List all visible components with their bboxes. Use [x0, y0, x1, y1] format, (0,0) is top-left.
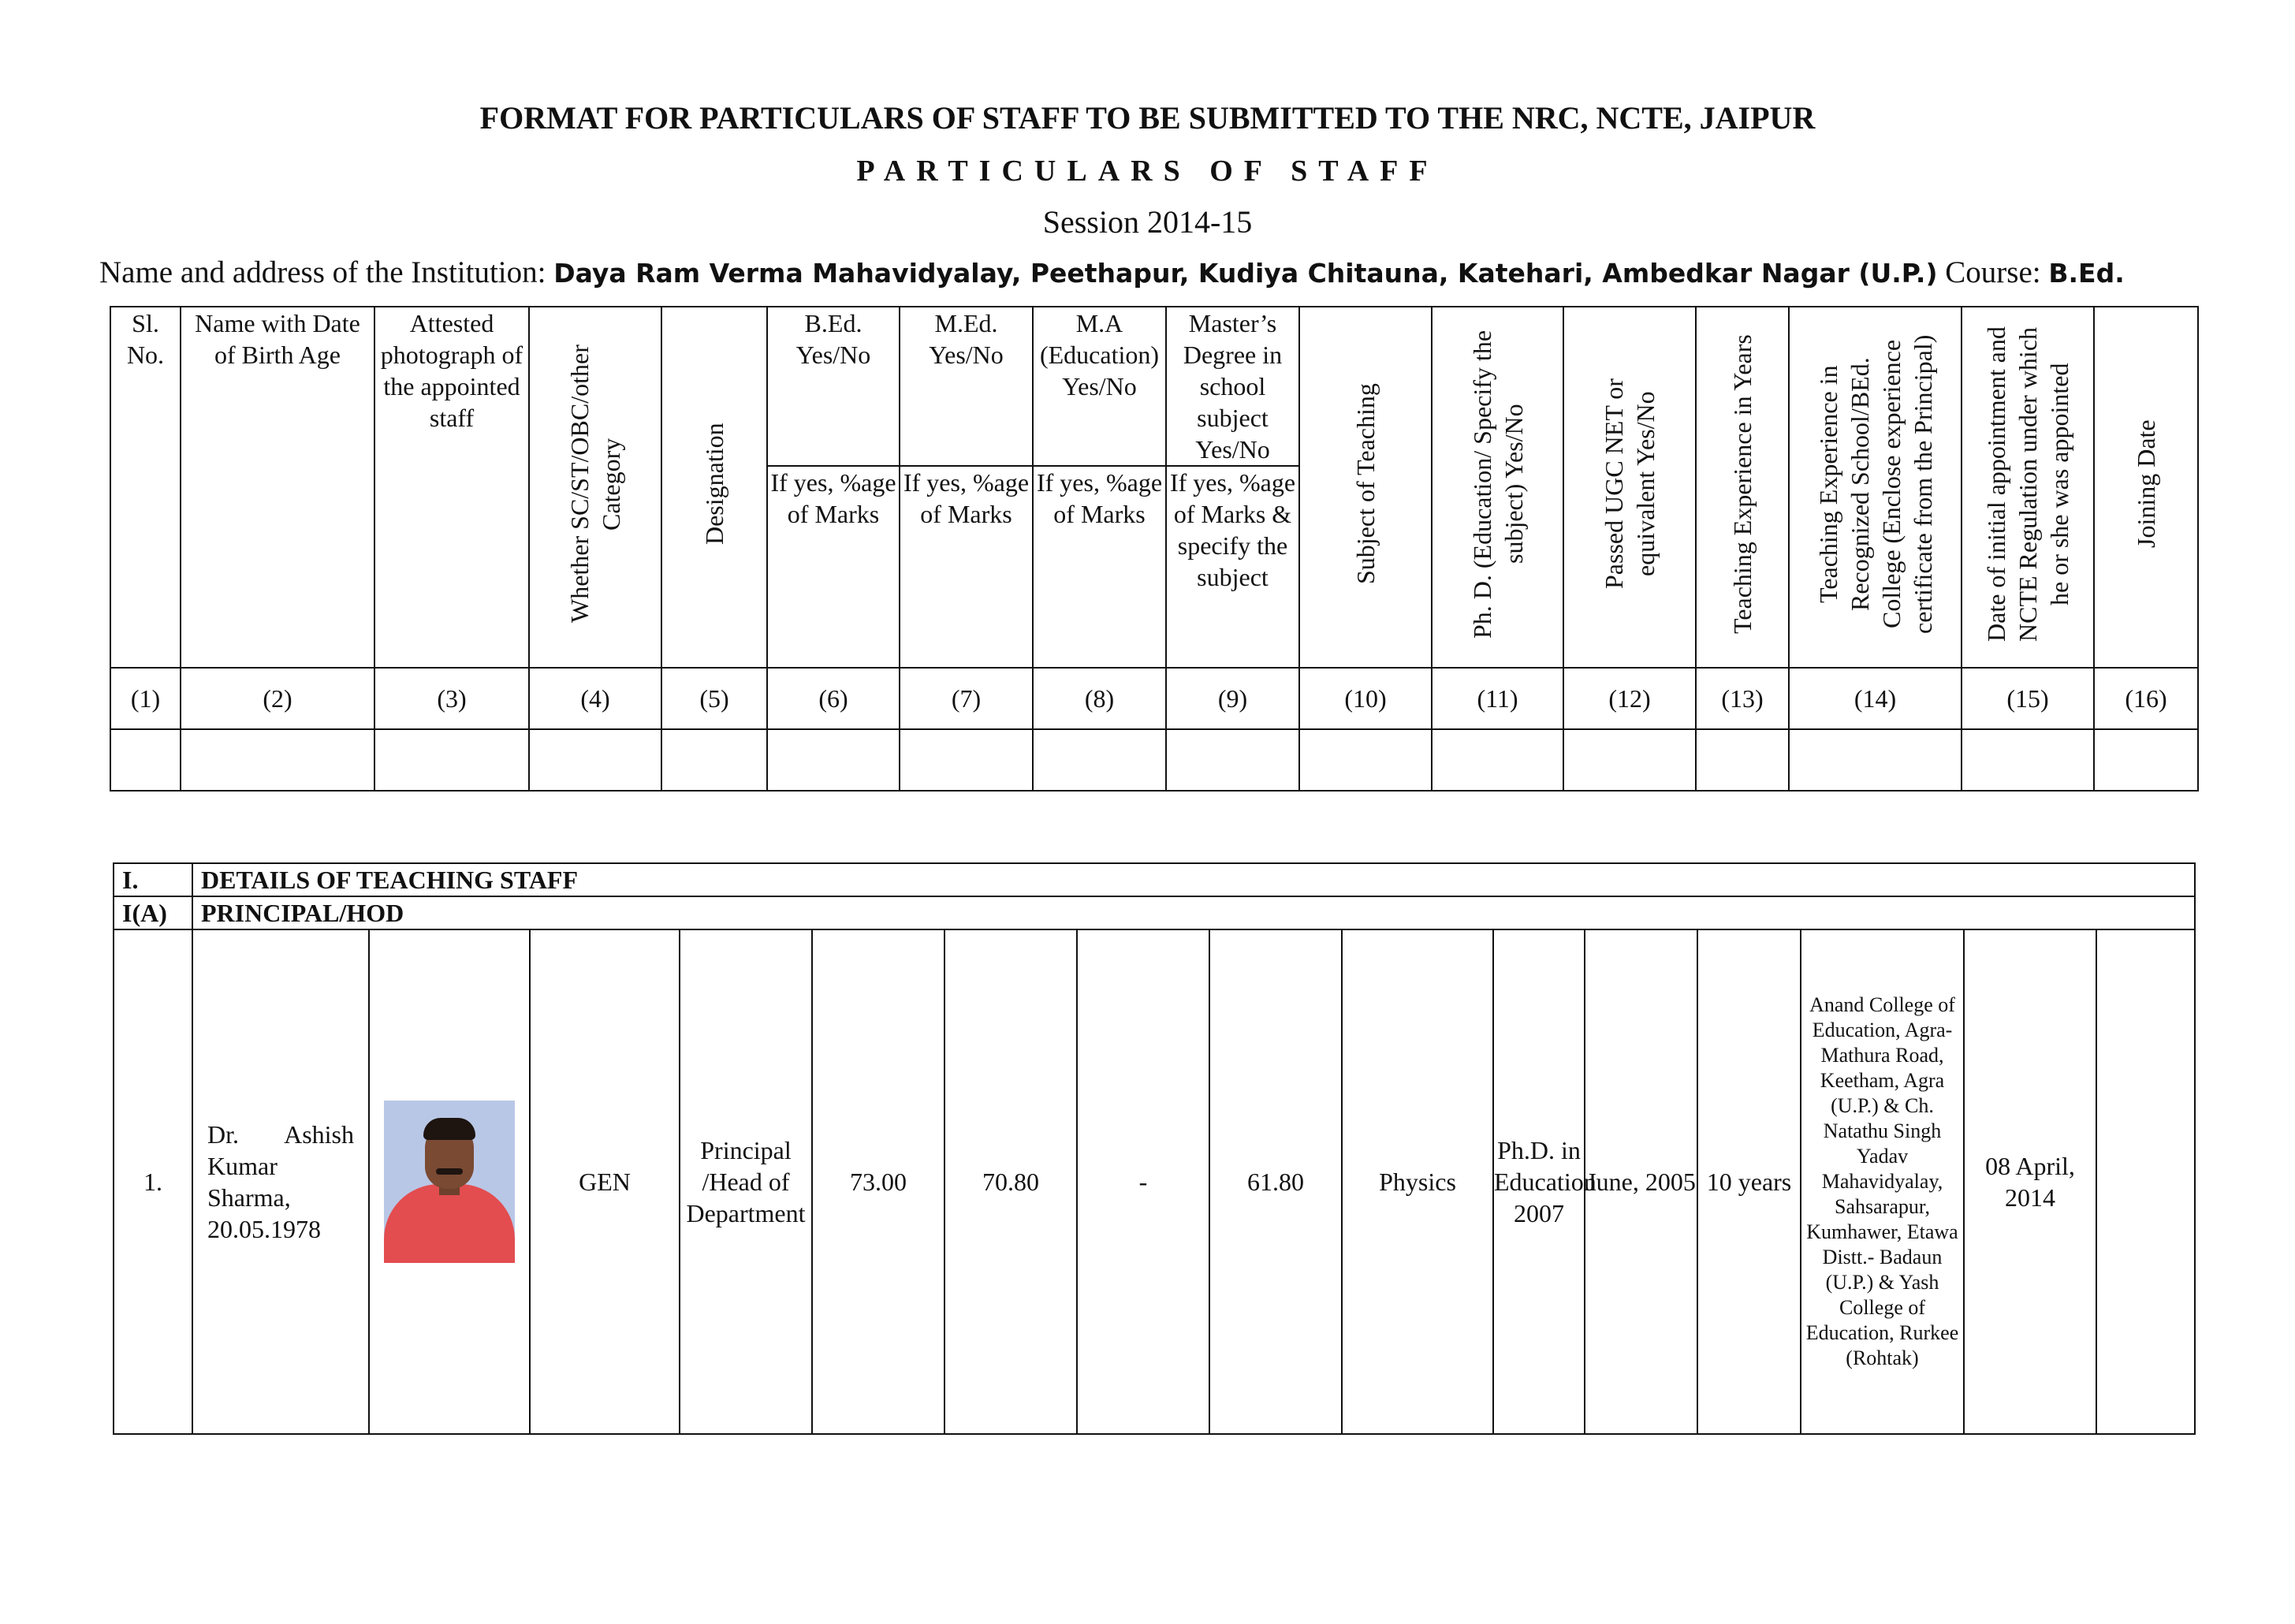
col-bed-header: B.Ed. Yes/No [767, 307, 900, 466]
staff-phd: Ph.D. in Education 2007 [1493, 929, 1585, 1434]
staff-masters: 61.80 [1209, 929, 1342, 1434]
col-number: (14) [1789, 668, 1962, 729]
table-row [114, 929, 2195, 1434]
staff-subject: Physics [1342, 929, 1493, 1434]
col-number: (15) [1962, 668, 2094, 729]
staff-sl: 1. [114, 929, 192, 1434]
staff-initial-appointment: 08 April, 2014 [1964, 929, 2096, 1434]
col-number: (8) [1033, 668, 1166, 729]
staff-net: June, 2005 [1585, 929, 1697, 1434]
form-subtitle: PARTICULARS OF STAFF [856, 155, 1439, 188]
col-number: (5) [661, 668, 767, 729]
col-number: (11) [1432, 668, 1563, 729]
col-number: (4) [529, 668, 661, 729]
staff-photo-cell [369, 929, 530, 1434]
col-number: (6) [767, 668, 900, 729]
column-number-row [110, 668, 2198, 729]
col-number: (7) [900, 668, 1033, 729]
col-med-subheader: If yes, %age of Marks [900, 466, 1033, 668]
course-label: Course: [1937, 255, 2049, 289]
header-table [110, 306, 2199, 792]
col-sl-header: Sl. No. [110, 307, 181, 668]
staff-joining-date [2096, 929, 2195, 1434]
section-number: I. [114, 863, 192, 896]
col-ma-header: M.A (Education) Yes/No [1033, 307, 1166, 466]
staff-med: 70.80 [944, 929, 1077, 1434]
course-value: B.Ed. [2048, 258, 2125, 289]
subsection-number: I(A) [114, 896, 192, 929]
col-designation-header: Designation [661, 307, 767, 668]
staff-bed: 73.00 [812, 929, 944, 1434]
teaching-staff-table [113, 862, 2196, 1435]
col-joining-header: Joining Date [2094, 307, 2198, 668]
staff-name: Dr. Ashish Kumar Sharma, 20.05.1978 [192, 929, 369, 1434]
subsection-title: PRINCIPAL/HOD [192, 896, 2195, 929]
col-name-header: Name with Date of Birth Age [181, 307, 374, 668]
col-number: (12) [1563, 668, 1696, 729]
col-number: (13) [1696, 668, 1789, 729]
staff-experience-detail: Anand College of Education, Agra-Mathura Road, Keetham, Agra (U.P.) & Ch. Natathu Singh Yadav Mahavidyalay, Sahsarapur, Kumhawer, Etawa Distt.- Badaun (U.P.) & Yash College of Education, Rurkee (Rohtak) [1801, 929, 1964, 1434]
institution-name: Daya Ram Verma Mahavidyalay, Peethapur, Kudiya Chitauna, Katehari, Ambedkar Nagar (U.P.) [553, 258, 1938, 289]
staff-category: GEN [530, 929, 680, 1434]
staff-experience: 10 years [1697, 929, 1801, 1434]
staff-ma: - [1077, 929, 1209, 1434]
col-experience-detail-header: Teaching Experience in Recognized School/BEd. College (Enclose experience certificate from the Principal) [1789, 307, 1962, 668]
empty-row [110, 729, 2198, 791]
col-number: (16) [2094, 668, 2198, 729]
col-appointment-header: Date of initial appointment and NCTE Regulation under which he or she was appointed [1962, 307, 2094, 668]
col-med-header: M.Ed. Yes/No [900, 307, 1033, 466]
col-phd-header: Ph. D. (Education/ Specify the subject) Yes/No [1432, 307, 1563, 668]
col-number: (2) [181, 668, 374, 729]
col-number: (9) [1166, 668, 1299, 729]
institution-label: Name and address of the Institution: [99, 255, 554, 289]
col-masters-header: Master’s Degree in school subject Yes/No [1166, 307, 1299, 466]
col-number: (3) [374, 668, 529, 729]
staff-photo [384, 1101, 515, 1263]
section-title: DETAILS OF TEACHING STAFF [192, 863, 2195, 896]
form-title: FORMAT FOR PARTICULARS OF STAFF TO BE SUBMITTED TO THE NRC, NCTE, JAIPUR [479, 100, 1816, 136]
col-ma-subheader: If yes, %age of Marks [1033, 466, 1166, 668]
col-number: (10) [1299, 668, 1432, 729]
col-experience-header: Teaching Experience in Years [1696, 307, 1789, 668]
col-net-header: Passed UGC NET or equivalent Yes/No [1563, 307, 1696, 668]
col-photo-header: Attested photograph of the appointed staff [374, 307, 529, 668]
institution-line [99, 255, 2125, 290]
col-number: (1) [110, 668, 181, 729]
col-bed-subheader: If yes, %age of Marks [767, 466, 900, 668]
col-masters-subheader: If yes, %age of Marks & specify the subject [1166, 466, 1299, 668]
staff-designation: Principal /Head of Department [680, 929, 812, 1434]
col-category-header: Whether SC/ST/OBC/other Category [529, 307, 661, 668]
session-label: Session 2014-15 [1042, 204, 1253, 240]
col-subject-header: Subject of Teaching [1299, 307, 1432, 668]
